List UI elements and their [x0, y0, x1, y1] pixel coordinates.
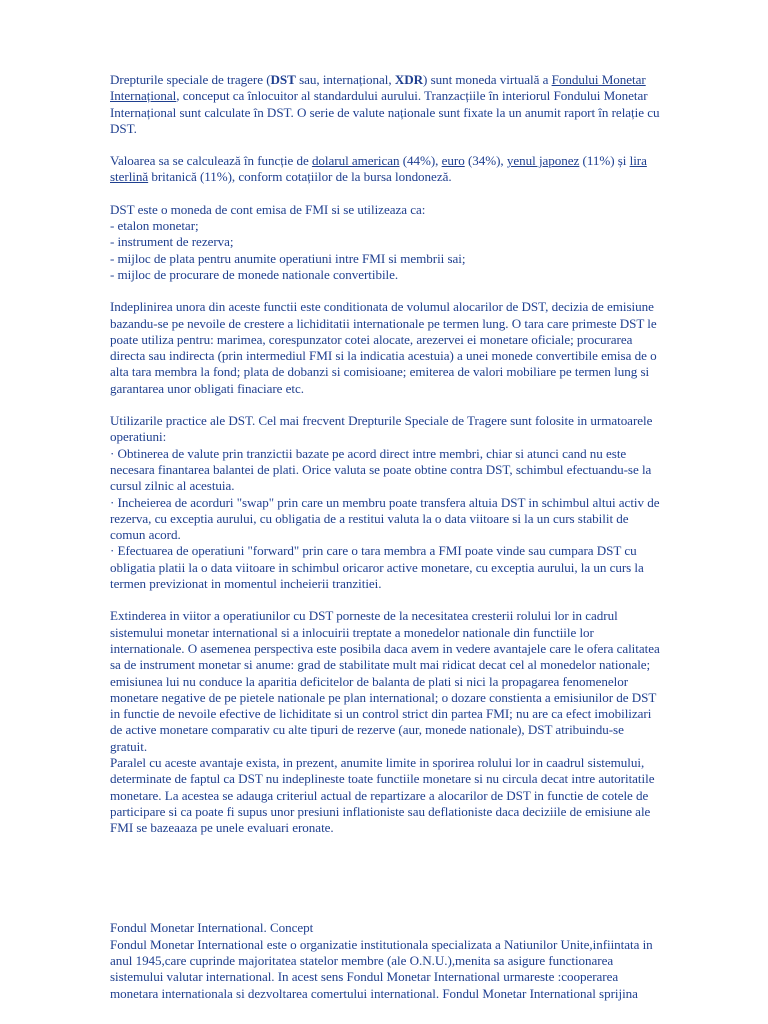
- paragraph-allocation: [110, 299, 718, 397]
- paragraph-dst-uses: [110, 202, 718, 283]
- paragraph-future-extension: [110, 608, 718, 836]
- text-line: · Incheierea de acorduri "swap" prin care un membru poate transfera altuia DST in schimbul altui activ de: [110, 494, 660, 510]
- text-line: FMI se bazeaaza pe unele evaluari eronate.: [110, 820, 334, 836]
- text-line: Internațional sunt calculate în DST. O serie de valute naționale sunt fixate la un anumit raport în relație cu: [110, 104, 660, 120]
- text-line: alta tara membra la fond; plata de dobanzi si comisioane; emiterea de valori mobiliare pe termen lung si: [110, 364, 650, 380]
- paragraph-gap: [110, 137, 718, 153]
- text-line: monetare negative de pe pietele nationale pe plan international; o dozare constienta a emisiunilor de DST: [110, 689, 657, 705]
- paragraph-gap: [110, 592, 718, 608]
- text-line: Indeplinirea unora din aceste functii este conditionata de volumul alocarilor de DST, decizia de emisiune: [110, 299, 654, 315]
- text-span: (34%),: [464, 153, 507, 169]
- text-line: Utilizarile practice ale DST. Cel mai frecvent Drepturile Speciale de Tragere sunt folosite in urmatoarele: [110, 413, 653, 429]
- link-sterlina[interactable]: sterlină: [110, 169, 149, 185]
- link-euro[interactable]: euro: [441, 153, 465, 169]
- text-line: cursul zilnic al acestuia.: [110, 478, 235, 494]
- paragraph-gap: [110, 283, 718, 299]
- list-item: - etalon monetar;: [110, 218, 199, 234]
- link-yenul-japonez[interactable]: yenul japonez: [506, 153, 580, 169]
- text-span: Valoarea sa se calculează în funcție de: [110, 153, 312, 169]
- list-item: - mijloc de plata pentru anumite operatiuni intre FMI si membrii sai;: [110, 250, 466, 266]
- text-line: DST.: [110, 120, 137, 136]
- text-line: directa sau indirecta (prin intermediul FMI si la indicatia acestuia) a unei monede convertibile emisa de o: [110, 348, 657, 364]
- link-fondul-monetar[interactable]: Fondului Monetar: [551, 72, 646, 87]
- text-line: Paralel cu aceste avantaje exista, in prezent, anumite limite in sporirea rolului lor in caadrul sistemului,: [110, 754, 645, 770]
- paragraph-practical-uses: [110, 413, 718, 592]
- paragraph-imf-concept: [110, 920, 718, 1001]
- text-line: bazandu-se pe nevoile de crestere a lichiditatii internationale pe termen lung. O tara care primeste DST le: [110, 315, 657, 331]
- text-line: necesara finantarea balantei de plati. Orice valuta se poate obtine contra DST, schimbul efectuandu-se la: [110, 461, 652, 477]
- link-dolarul-american[interactable]: dolarul american: [311, 153, 400, 169]
- bold-term-dst: DST: [270, 72, 296, 87]
- text-line: internationale. O asemenea perspectiva este posibila daca avem in vedere avantajele care le ofera calitatea: [110, 640, 660, 656]
- text-line: participare si ca poate fi supus unor presiuni inflationiste sau deflationiste daca deciziile de emisiune ale: [110, 803, 651, 819]
- section-heading: Fondul Monetar International. Concept: [110, 920, 314, 936]
- text-line: monetara internationala si dezvoltarea comertului international. Fondul Monetar International sprijina: [110, 985, 638, 1001]
- text-line: · Efectuarea de operatiuni "forward" prin care o tara membra a FMI poate vinde sau cumpara DST cu: [110, 543, 637, 559]
- text-span: ) sunt moneda virtuală a: [423, 72, 552, 87]
- text-span: , conceput ca înlocuitor al standardului aurului. Tranzacțiile în interiorul Fondului Monetar: [176, 88, 648, 104]
- text-span: sau, internațional,: [295, 72, 395, 87]
- paragraph-sdr-definition: [110, 72, 718, 137]
- text-line: monetare. La acestea se adauga criteriul actual de repartizare a alocarilor de DST in functie de cotele de: [110, 787, 649, 803]
- text-line: DST este o moneda de cont emisa de FMI si se utilizeaza ca:: [110, 201, 426, 217]
- text-line: comun acord.: [110, 527, 181, 543]
- text-line: Fondul Monetar International este o organizatie institutionala specializata a Natiunilor Unite,infiintata in: [110, 936, 653, 952]
- text-span: (11%) și: [579, 153, 630, 169]
- document-body: [110, 72, 718, 1002]
- section-gap: [110, 836, 718, 920]
- paragraph-gap: [110, 186, 718, 202]
- text-line: [110, 72, 718, 88]
- text-line: operatiuni:: [110, 429, 167, 445]
- list-item: - mijloc de procurare de monede nationale convertibile.: [110, 266, 399, 282]
- text-line: [110, 153, 718, 169]
- text-line: poate utiliza pentru: marimea, corespunzator cotei alocate, arezervei ei monetare oficiale; procurarea: [110, 331, 633, 347]
- text-span: britanică (11%), conform cotațiilor de la bursa londoneză.: [148, 169, 452, 185]
- text-line: sistemului valutar international. In acest sens Fondul Monetar International urmareste :cooperarea: [110, 969, 619, 985]
- text-line: emisiunea lui nu conduce la aparitia deficitelor de balanta de plati si nici la propagarea fenomenelor: [110, 673, 629, 689]
- paragraph-sdr-valuation: [110, 153, 718, 186]
- text-line: gratuit.: [110, 738, 148, 754]
- text-span: Drepturile speciale de tragere (: [110, 72, 271, 87]
- link-lira[interactable]: lira: [629, 153, 647, 169]
- list-item: - instrument de rezerva;: [110, 234, 234, 250]
- text-line: de active monetare comparativ cu alte tipuri de rezerve (aur, monede nationale), DST atribuindu-se: [110, 722, 624, 738]
- paragraph-gap: [110, 397, 718, 413]
- text-line: [110, 88, 718, 104]
- text-line: · Obtinerea de valute prin tranzictii bazate pe acord direct intre membri, chiar si atunci cand nu este: [110, 445, 627, 461]
- text-line: sistemului monetar international si a inlocuirii treptate a monedelor nationale din functiile lor: [110, 624, 594, 640]
- text-line: anul 1945,care cuprinde majoritatea statelor membre (ale O.N.U.),menita sa asigure functionarea: [110, 953, 614, 969]
- link-international[interactable]: Internațional: [110, 88, 177, 104]
- text-line: sa de instrument monetar si anume: grad de stabilitate mult mai ridicat decat cel al monedelor nationale;: [110, 657, 651, 673]
- text-line: determinate de faptul ca DST nu indeplineste toate functiile monetare si nu circula decat intre autoritatile: [110, 771, 655, 787]
- text-line: termen previzionat in momentul incheierii tranzitiei.: [110, 576, 382, 592]
- text-line: garantarea unor obligati finaciare etc.: [110, 380, 304, 396]
- text-line: in functie de nevoile efective de lichiditate si un control strict din partea FMI; nu are ca efect imobilizari: [110, 706, 652, 722]
- text-line: [110, 169, 718, 185]
- text-span: (44%),: [399, 153, 442, 169]
- text-line: obligatia platii la o data viitoare in schimbul oricaror active monetare, cu exceptia aurului, la un curs la: [110, 559, 644, 575]
- text-line: Extinderea in viitor a operatiunilor cu DST porneste de la necesitatea cresterii rolului lor in cadrul: [110, 608, 618, 624]
- text-line: rezerva, cu exceptia aurului, cu obligatia de a restitui valuta la o data viitoare si la un curs stabilit de: [110, 510, 629, 526]
- bold-term-xdr: XDR: [394, 72, 424, 87]
